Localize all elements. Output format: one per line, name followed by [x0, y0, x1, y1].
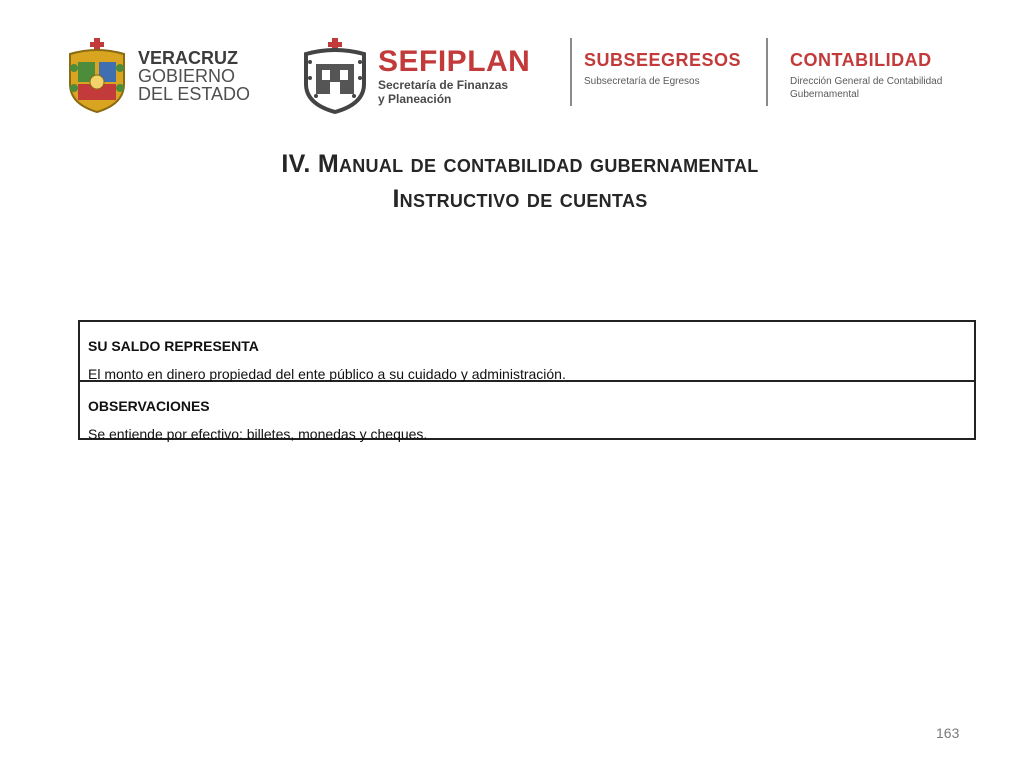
table-row [80, 380, 974, 442]
veracruz-coat-of-arms-icon [64, 38, 130, 114]
veracruz-logo [64, 38, 250, 114]
sefiplan-line2: y Planeación [378, 92, 452, 106]
row-text: El monto en dinero propiedad del ente público a su cuidado y administración. [88, 366, 566, 382]
sefiplan-name: SEFIPLAN [378, 45, 531, 78]
contabilidad-subtitle-1: Dirección General de Contabilidad [790, 76, 943, 87]
row-text: Se entiende por efectivo: billetes, monedas y cheques. [88, 426, 428, 442]
veracruz-line3: DEL ESTADO [138, 84, 251, 104]
header-divider [570, 38, 572, 106]
subseegresos-title: SUBSEEGRESOS [584, 50, 742, 70]
contabilidad-title: CONTABILIDAD [790, 50, 932, 70]
contabilidad-subtitle-2: Gubernamental [790, 89, 859, 100]
contabilidad-block [790, 50, 942, 101]
sefiplan-emblem-icon [300, 38, 370, 114]
sefiplan-logo [300, 38, 530, 114]
subseegresos-subtitle: Subsecretaría de Egresos [584, 76, 700, 87]
row-heading: SU SALDO REPRESENTA [88, 338, 259, 354]
subseegresos-block [584, 50, 741, 88]
table-row [80, 322, 974, 380]
page-subtitle: Instructivo de cuentas [392, 185, 648, 213]
page-number: 163 [936, 725, 960, 741]
veracruz-line1: VERACRUZ [138, 48, 239, 68]
header-divider [766, 38, 768, 106]
account-info-table [78, 320, 976, 440]
page-title: IV. Manual de contabilidad gubernamental [281, 150, 759, 178]
row-heading: OBSERVACIONES [88, 398, 210, 414]
veracruz-line2: GOBIERNO [138, 66, 236, 86]
sefiplan-line1: Secretaría de Finanzas [378, 78, 509, 92]
